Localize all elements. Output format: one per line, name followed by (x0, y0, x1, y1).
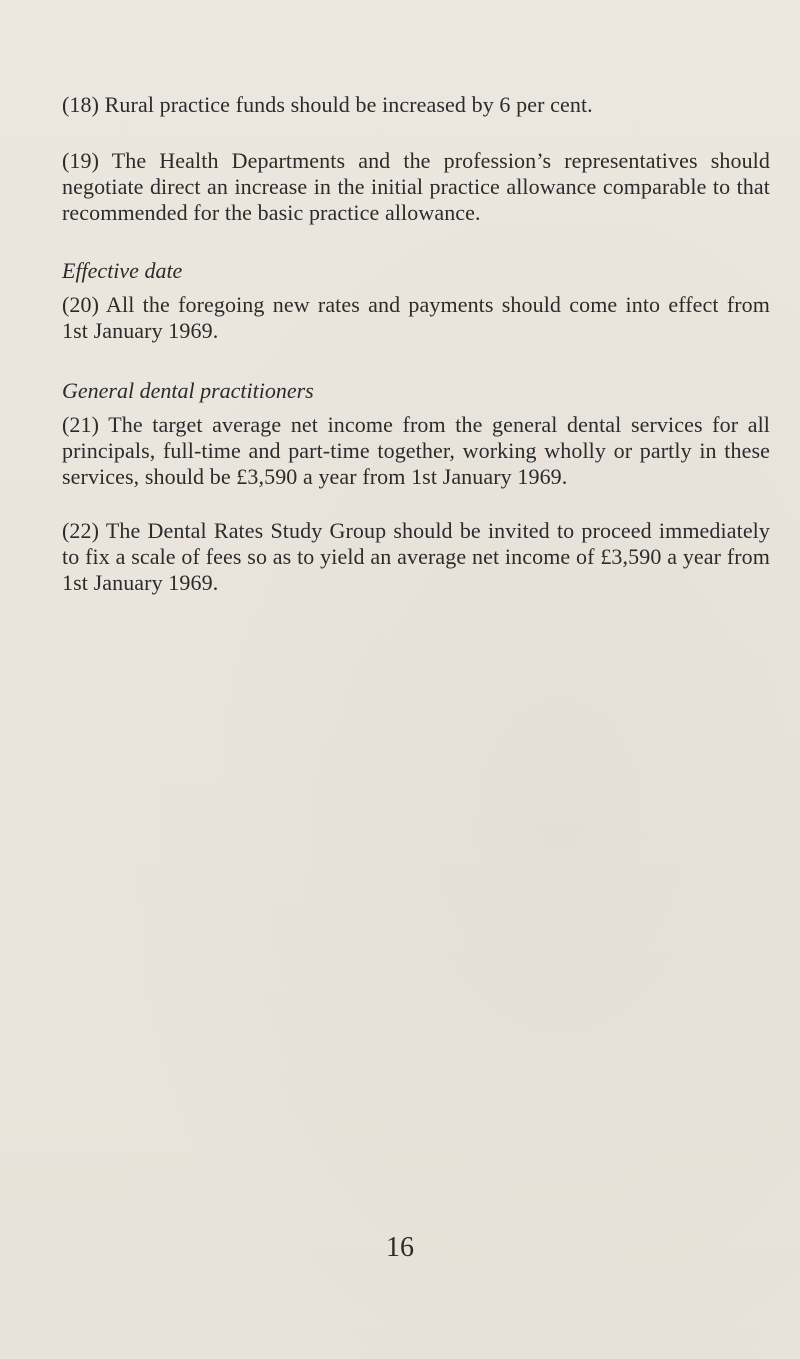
page-number: 16 (386, 1232, 414, 1263)
section-heading-general-dental-practitioners: General dental practitioners (62, 378, 314, 403)
paragraph-18: (18) Rural practice funds should be increased by 6 per cent. (62, 92, 593, 117)
document-body (62, 92, 770, 596)
paragraph-21: (21) The target average net income from the general dental services for all principals, full-time and part-time together, working wholly or partly in these services, should be £3,590 a year from 1st January 1969. (62, 412, 770, 489)
paragraph-19: (19) The Health Departments and the profession’s representatives should negotiate direct an increase in the initial practice allowance comparable to that recommended for the basic practice allowance. (62, 148, 770, 225)
paragraph-20: (20) All the foregoing new rates and payments should come into effect from 1st January 1969. (62, 292, 770, 343)
section-heading-effective-date: Effective date (62, 258, 183, 283)
paragraph-22: (22) The Dental Rates Study Group should be invited to proceed immediately to fix a scale of fees so as to yield an average net income of £3,590 a year from 1st January 1969. (62, 518, 770, 595)
